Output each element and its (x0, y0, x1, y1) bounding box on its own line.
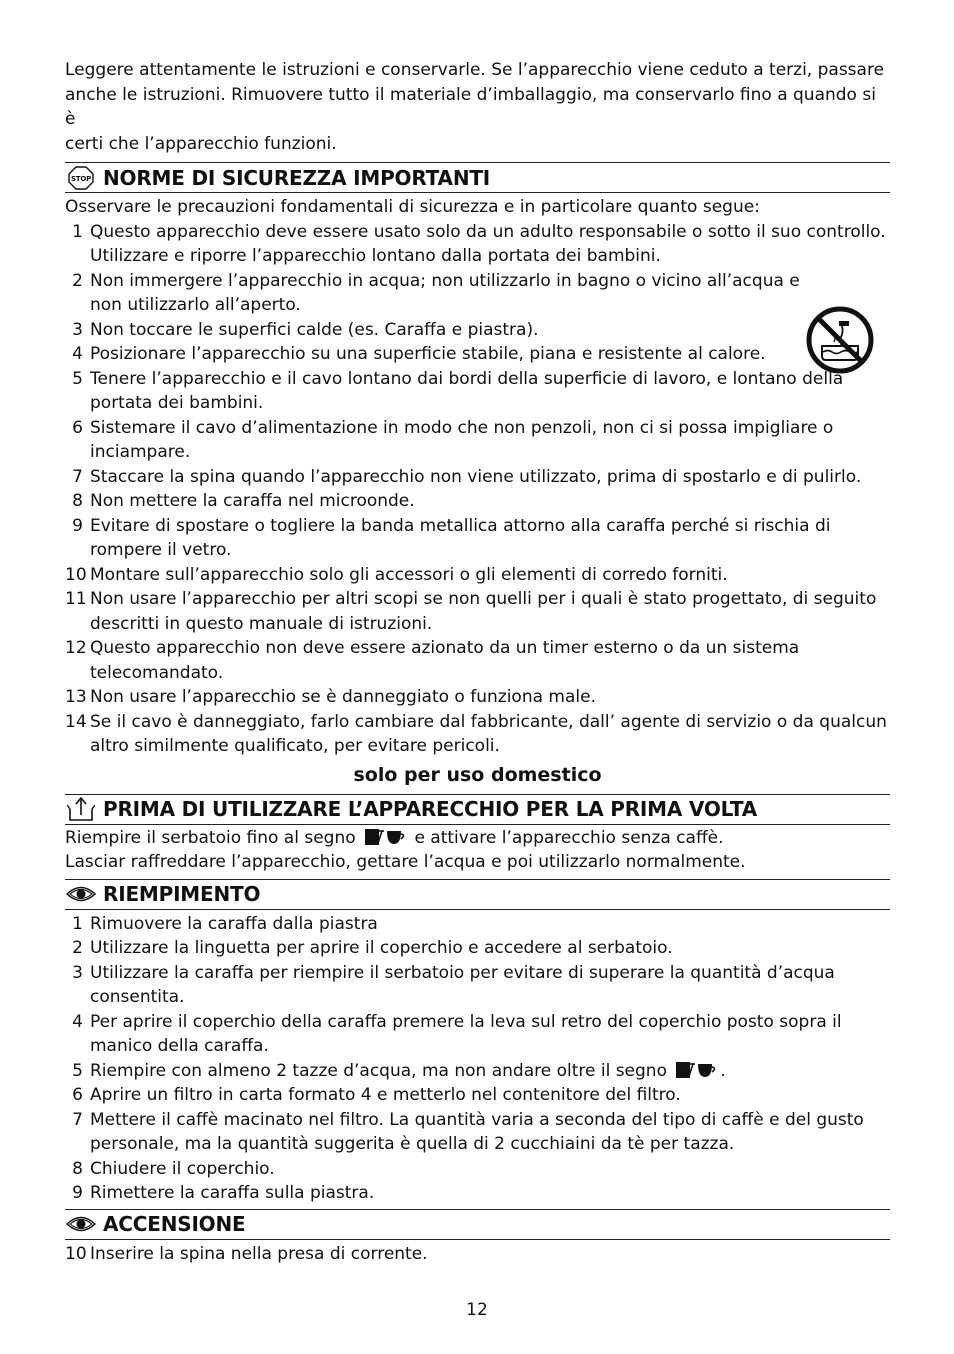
safety-title: NORME DI SICUREZZA IMPORTANTI (103, 165, 491, 190)
item-line-text: Posizionare l’apparecchio su una superficie stabile, piana e resistente al calore. (90, 344, 766, 364)
filling-title: RIEMPIMENTO (103, 882, 261, 906)
item-line-text: Aprire un filtro in carta formato 4 e metterlo nel contenitore del filtro. (90, 1085, 681, 1105)
two-cups-mark-icon (363, 828, 407, 846)
item-line-text: Mettere il caffè macinato nel filtro. La quantità varia a seconda del tipo di caffè e del gusto (90, 1109, 864, 1130)
item-line-text: Rimuovere la caraffa dalla piastra (90, 913, 378, 934)
item-line-text: Montare sull’apparecchio solo gli accessori o gli elementi di corredo forniti. (90, 564, 728, 585)
item-line (90, 220, 890, 245)
item-line-text: Sistemare il cavo d’alimentazione in modo che non penzoli, non ci si possa impigliare o (90, 417, 834, 438)
first-use-title: PRIMA DI UTILIZZARE L’APPARECCHIO PER LA PRIMA VOLTA (103, 797, 758, 821)
list-item (65, 465, 890, 490)
item-line (90, 465, 890, 490)
filling-section-header (65, 879, 890, 910)
item-line-text: Non immergere l’apparecchio in acqua; non utilizzarlo in bagno o vicino all’acqua e (90, 270, 800, 291)
item-line-text: Questo apparecchio deve essere usato solo da un adulto responsabile o sotto il suo controllo. (90, 221, 886, 242)
item-line (90, 367, 890, 392)
item-number: 7 (72, 1109, 83, 1130)
item-line (90, 936, 890, 961)
item-line (90, 391, 890, 416)
item-line-text: Utilizzare la linguetta per aprire il coperchio e accedere al serbatoio. (90, 938, 673, 958)
item-line (90, 489, 890, 514)
item-number: 6 (72, 417, 83, 438)
item-line-text: altro similmente qualificato, per evitare pericoli. (90, 736, 500, 756)
item-line (90, 563, 890, 588)
item-number: 8 (72, 491, 83, 511)
item-line (90, 1034, 890, 1059)
item-line-text: Tenere l’apparecchio e il cavo lontano dai bordi della superficie di lavoro, e lontano della (90, 368, 844, 389)
item-number: 11 (65, 589, 87, 609)
item-number: 10 (65, 564, 87, 585)
item-number: 9 (72, 1183, 83, 1203)
item-line (90, 912, 890, 937)
item-line (90, 1059, 890, 1084)
item-line-text: Rimettere la caraffa sulla piastra. (90, 1183, 375, 1203)
item-line (90, 1083, 890, 1108)
item-text (90, 587, 890, 636)
intro-line: certi che l’apparecchio funzioni. (65, 133, 337, 154)
list-item (65, 710, 890, 759)
item-text (90, 1083, 890, 1108)
item-line-text: Staccare la spina quando l’apparecchio non viene utilizzato, prima di spostarlo e di pulirlo. (90, 466, 862, 487)
item-text (90, 1108, 890, 1157)
item-line-text: Per aprire il coperchio della caraffa premere la leva sul retro del coperchio posto sopra il (90, 1011, 842, 1032)
list-item (65, 514, 890, 563)
domestic-use-note: solo per uso domestico (353, 763, 602, 786)
item-line (90, 538, 890, 563)
two-cups-mark-icon (674, 1061, 718, 1079)
item-number: 1 (72, 913, 83, 934)
item-line (90, 710, 890, 735)
item-line (90, 1242, 890, 1267)
item-line-text: Non toccare le superfici calde (es. Caraffa e piastra). (90, 319, 539, 340)
list-item (65, 587, 890, 636)
manual-page (65, 58, 890, 1266)
item-number: 14 (65, 711, 87, 732)
item-number: 5 (72, 1060, 83, 1081)
item-text (90, 318, 890, 343)
list-item (65, 1108, 890, 1157)
list-item (65, 1157, 890, 1182)
item-text (90, 563, 890, 588)
switch-on-list (65, 1242, 890, 1267)
unpack-box-icon (66, 797, 96, 821)
list-item (65, 1083, 890, 1108)
item-number: 6 (72, 1085, 83, 1105)
first-use-section-header (65, 794, 890, 825)
item-text (90, 1059, 890, 1084)
item-suffix: . (720, 1060, 726, 1081)
safety-section-header (65, 162, 890, 193)
item-text (90, 489, 890, 514)
item-line (90, 440, 890, 465)
list-item (65, 636, 890, 685)
item-line (90, 661, 890, 686)
item-line-text: inciampare. (90, 442, 191, 462)
item-text (90, 912, 890, 937)
eye-icon (66, 1212, 96, 1236)
item-line-text: Questo apparecchio non deve essere azionato da un timer esterno o da un sistema (90, 638, 800, 658)
intro-paragraph (65, 58, 890, 156)
item-line (90, 416, 890, 441)
item-line (90, 293, 890, 318)
item-number: 3 (72, 319, 83, 340)
switch-on-title: ACCENSIONE (103, 1212, 246, 1236)
item-text (90, 269, 890, 318)
item-line (90, 318, 890, 343)
item-line-text: Non mettere la caraffa nel microonde. (90, 491, 415, 511)
no-bath-water-icon (806, 306, 874, 374)
eye-icon (66, 882, 96, 906)
list-item (65, 912, 890, 937)
item-line (90, 612, 890, 637)
item-line-text: Utilizzare e riporre l’apparecchio lontano dalla portata dei bambini. (90, 246, 661, 266)
item-line-text: portata dei bambini. (90, 393, 264, 413)
item-number: 13 (65, 687, 87, 707)
filling-list (65, 912, 890, 1206)
first-use-line: Riempire il serbatoio fino al segno e attivare l’apparecchio senza caffè. (65, 827, 724, 848)
item-line-text: Evitare di spostare o togliere la banda metallica attorno alla caraffa perché si rischia di (90, 515, 831, 536)
stop-icon (66, 166, 96, 190)
item-line-text: telecomandato. (90, 662, 224, 683)
item-text (90, 936, 890, 961)
item-text (90, 416, 890, 465)
item-line-text: Non usare l’apparecchio se è danneggiato o funziona male. (90, 687, 596, 707)
item-line (90, 685, 890, 710)
item-text (90, 636, 890, 685)
item-line (90, 985, 890, 1010)
item-text (90, 465, 890, 490)
item-line-text: rompere il vetro. (90, 540, 232, 560)
item-line-text: Inserire la spina nella presa di corrente. (90, 1243, 428, 1264)
list-item (65, 563, 890, 588)
item-number: 5 (72, 368, 83, 389)
item-line-text: manico della caraffa. (90, 1036, 269, 1056)
item-line-text: Non usare l’apparecchio per altri scopi se non quelli per i quali è stato progettato, di seguito (90, 589, 877, 609)
item-line (90, 1010, 890, 1035)
item-text (90, 1242, 890, 1267)
item-number: 12 (65, 638, 87, 658)
list-item (65, 961, 890, 1010)
item-text (90, 1010, 890, 1059)
item-text (90, 710, 890, 759)
list-item (65, 318, 890, 343)
list-item (65, 1010, 890, 1059)
item-line (90, 587, 890, 612)
item-number: 4 (72, 1011, 83, 1032)
item-text (90, 685, 890, 710)
first-use-text (65, 826, 890, 875)
item-text (90, 367, 890, 416)
list-item (65, 1242, 890, 1267)
item-number: 9 (72, 515, 83, 536)
safety-list (65, 220, 890, 759)
item-line-text: Se il cavo è danneggiato, farlo cambiare dal fabbricante, dall’ agente di servizio o da qualcun (90, 711, 887, 732)
item-line (90, 514, 890, 539)
intro-line: anche le istruzioni. Rimuovere tutto il materiale d’imballaggio, ma conservarlo fino a quando si è (65, 84, 876, 129)
item-line-text: Utilizzare la caraffa per riempire il serbatoio per evitare di superare la quantità d’acqua (90, 962, 835, 983)
safety-list-wrap (65, 220, 890, 759)
page-number: 12 (466, 1300, 488, 1320)
item-line-text: consentita. (90, 987, 185, 1007)
item-text (90, 1157, 890, 1182)
item-number: 1 (72, 221, 83, 242)
item-line-text: Chiudere il coperchio. (90, 1158, 275, 1179)
item-line (90, 342, 890, 367)
item-number: 2 (72, 270, 83, 291)
item-line (90, 961, 890, 986)
item-line (90, 269, 890, 294)
list-item (65, 342, 890, 367)
safety-lead: Osservare le precauzioni fondamentali di sicurezza e in particolare quanto segue: (65, 197, 760, 217)
list-item (65, 367, 890, 416)
svg-text:STOP: STOP (70, 174, 92, 183)
first-use-line: Lasciar raffreddare l’apparecchio, gettare l’acqua e poi utilizzarlo normalmente. (65, 852, 746, 872)
list-item (65, 936, 890, 961)
item-text (90, 342, 890, 367)
item-line (90, 1181, 890, 1206)
item-text (90, 514, 890, 563)
item-line (90, 244, 890, 269)
item-number: 10 (65, 1243, 87, 1264)
item-text (90, 961, 890, 1010)
list-item (65, 489, 890, 514)
item-number: 3 (72, 962, 83, 983)
item-number: 2 (72, 938, 83, 958)
list-item (65, 685, 890, 710)
item-line-text: descritti in questo manuale di istruzioni. (90, 613, 433, 634)
list-item (65, 269, 890, 318)
item-line-text: Riempire con almeno 2 tazze d’acqua, ma non andare oltre il segno (90, 1060, 667, 1081)
item-line (90, 1157, 890, 1182)
item-number: 7 (72, 466, 83, 487)
item-line (90, 734, 890, 759)
list-item (65, 220, 890, 269)
item-line-text: personale, ma la quantità suggerita è quella di 2 cucchiaini da tè per tazza. (90, 1134, 735, 1154)
list-item (65, 1059, 890, 1084)
list-item (65, 1181, 890, 1206)
item-line-text: non utilizzarlo all’aperto. (90, 295, 301, 315)
list-item (65, 416, 890, 465)
switch-on-section-header (65, 1209, 890, 1240)
item-number: 4 (72, 344, 83, 364)
item-line (90, 1132, 890, 1157)
intro-line: Leggere attentamente le istruzioni e conservarle. Se l’apparecchio viene ceduto a terzi, passare (65, 60, 885, 80)
item-line (90, 636, 890, 661)
item-text (90, 220, 890, 269)
item-number: 8 (72, 1158, 83, 1179)
item-line (90, 1108, 890, 1133)
item-text (90, 1181, 890, 1206)
